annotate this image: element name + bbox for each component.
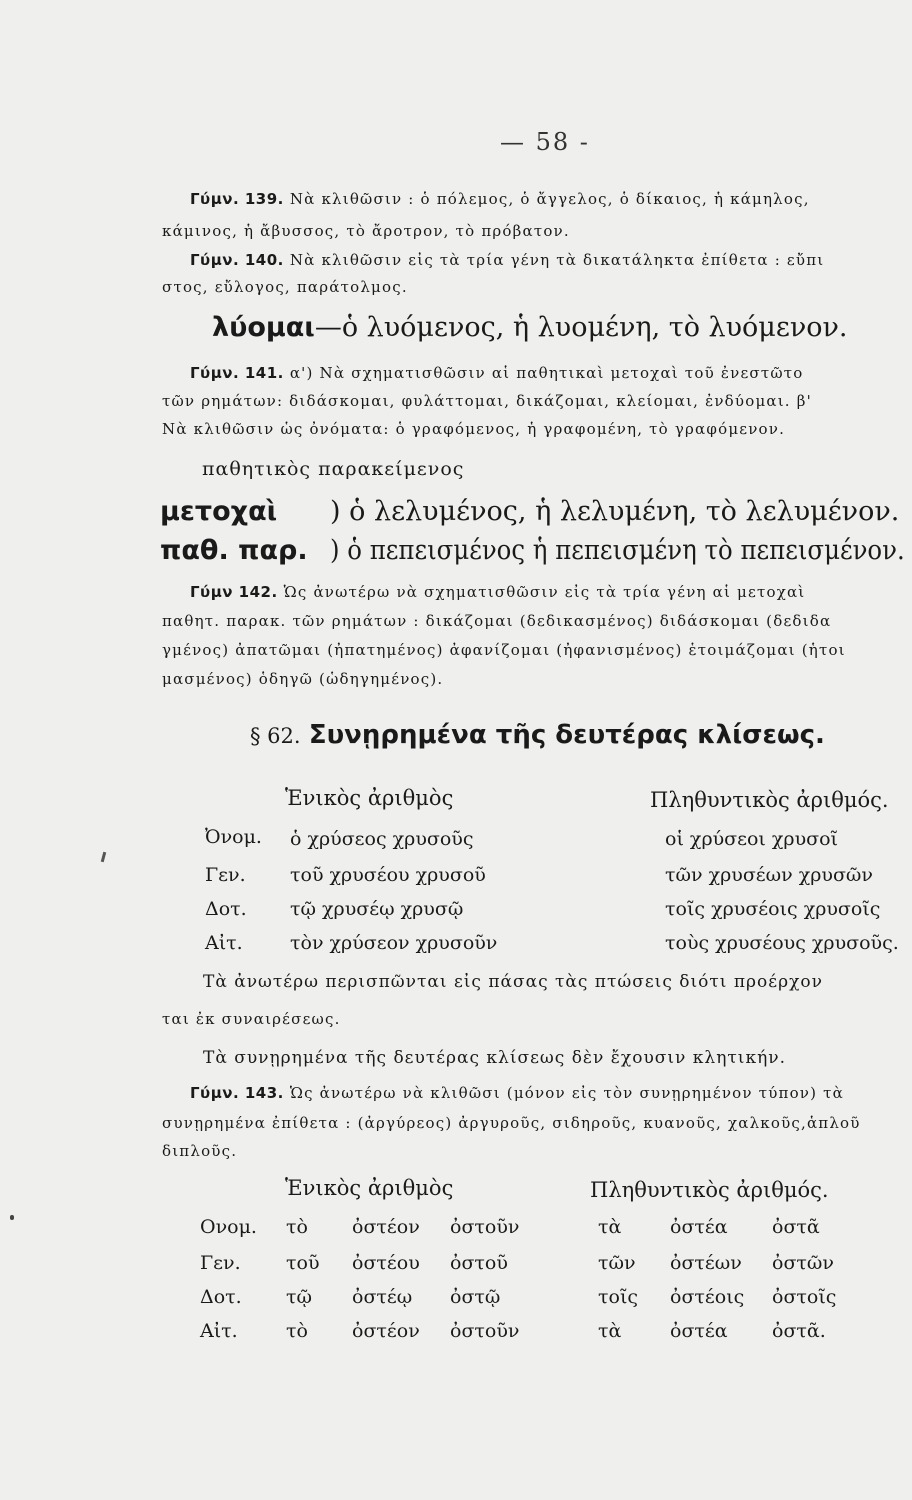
table2-plural-contracted-form: ὀστῶν [772,1252,834,1274]
note-1-line-2: ται ἐκ συναιρέσεως. [162,1010,341,1028]
exercise-139-line-2: κάμινος, ἡ ἄβυσσος, τὸ ἄροτρον, τὸ πρόβατον. [162,222,570,240]
table1-case: Γεν. [205,864,246,886]
exercise-143-line-3: διπλοῦς. [162,1142,238,1160]
table1-plural-form: τοῖς χρυσέοις χρυσοῖς [665,898,881,920]
exercise-142-head: Γύμν 142. [190,583,278,601]
table1-singular-form: τῷ χρυσέῳ χρυσῷ [290,898,464,920]
table2-plural-head: Πληθυντικὸς ἀριθμός. [590,1178,829,1202]
table2-singular-head: Ἑνικὸς ἀριθμὸς [285,1176,454,1200]
metochai-forms-2: ) ὁ πεπεισμένος ἡ πεπεισμένη τὸ πεπεισμένον. [330,535,905,566]
table2-full-form: ὀστέον [352,1320,420,1342]
table2-plural-full-form: ὀστέων [670,1252,742,1274]
ink-mark [101,852,106,862]
table1-singular-form: ὁ χρύσεος χρυσοῦς [290,828,474,850]
table2-plural-contracted-form: ὀστοῖς [772,1286,837,1308]
metochai-label: μετοχαὶ [160,496,278,527]
table2-plural-article: τοῖς [598,1286,639,1308]
table2-case: Αἰτ. [200,1320,238,1342]
table2-plural-full-form: ὀστέοις [670,1286,745,1308]
table1-plural-form: τῶν χρυσέων χρυσῶν [665,864,873,886]
exercise-139-line-1 [190,190,810,208]
exercise-141-line-3: Νὰ κλιθῶσιν ὡς ὀνόματα: ὁ γραφόμενος, ἡ γραφομένη, τὸ γραφόμενον. [162,420,786,438]
path-par-label: παθ. παρ. [160,535,308,566]
luomai-bold: λύομαι [212,312,315,343]
table2-case: Δοτ. [200,1286,242,1308]
table2-plural-full-form: ὀστέα [670,1320,728,1342]
ink-spot [10,1215,14,1220]
table2-contracted-form: ὀστοῦ [450,1252,508,1274]
exercise-140-head: Γύμν. 140. [190,251,284,269]
table2-plural-article: τὰ [598,1320,622,1342]
exercise-143-head: Γύμν. 143. [190,1084,284,1102]
table1-case: Αἰτ. [205,932,243,954]
exercise-140-text-1: Νὰ κλιθῶσιν εἰς τὰ τρία γένη τὰ δικατάληκτα ἐπίθετα : εὔπι [289,251,825,269]
table2-article: τὸ [286,1216,308,1238]
exercise-142-text-1: Ὡς ἀνωτέρω νὰ σχηματισθῶσιν εἰς τὰ τρία γένη αἱ μετοχαὶ [283,583,806,601]
table2-article: τῷ [286,1286,313,1308]
exercise-141-line-1 [190,364,804,382]
exercise-142-line-1 [190,583,805,601]
table1-singular-head: Ἑνικὸς ἀριθμὸς [285,786,454,810]
exercise-139-text-1: Νὰ κλιθῶσιν : ὁ πόλεμος, ὁ ἄγγελος, ὁ δίκαιος, ἡ κάμηλος, [289,190,810,208]
table2-full-form: ὀστέῳ [352,1286,413,1308]
section-title: Συνῃρημένα τῆς δευτέρας κλίσεως. [308,720,825,750]
table2-plural-contracted-form: ὀστᾶ. [772,1320,826,1342]
exercise-142-line-4: μασμένος) ὁδηγῶ (ὡδηγημένος). [162,670,444,688]
exercise-140-line-1 [190,251,824,269]
exercise-139-head: Γύμν. 139. [190,190,284,208]
section-62-heading [250,720,825,750]
table1-singular-form: τὸν χρύσεον χρυσοῦν [290,932,498,954]
exercise-143-line-2: συνῃρημένα ἐπίθετα : (ἀργύρεος) ἀργυροῦς, σιδηροῦς, κυανοῦς, χαλκοῦς,ἁπλοῦ [162,1114,861,1132]
table2-contracted-form: ὀστῷ [450,1286,501,1308]
exercise-140-line-2: στος, εὔλογος, παράτολμος. [162,278,408,296]
table1-case: Δοτ. [205,898,247,920]
table1-plural-head: Πληθυντικὸς ἀριθμός. [650,788,889,812]
table2-contracted-form: ὀστοῦν [450,1320,520,1342]
table2-article: τοῦ [286,1252,320,1274]
exercise-141-text-1: α') Νὰ σχηματισθῶσιν αἱ παθητικαὶ μετοχαὶ τοῦ ἐνεστῶτο [289,364,804,382]
note-2: Τὰ συνῃρημένα τῆς δευτέρας κλίσεως δὲν ἔχουσιν κλητικήν. [203,1048,786,1068]
exercise-143-text-1: Ὡς ἀνωτέρω νὰ κλιθῶσι (μόνον εἰς τὸν συνῃρημένον τύπον) τὰ [289,1084,844,1102]
page-number: — 58 - [500,128,590,156]
exercise-143-line-1 [190,1084,844,1102]
table2-plural-contracted-form: ὀστᾶ [772,1216,820,1238]
table2-plural-full-form: ὀστέα [670,1216,728,1238]
table2-case: Ονομ. [200,1216,257,1238]
metochai-forms-1: ) ὁ λελυμένος, ἡ λελυμένη, τὸ λελυμένον. [330,496,900,527]
luomai-rest: —ὁ λυόμενος, ἡ λυομένη, τὸ λυόμενον. [314,312,848,343]
section-number: § 62. [250,724,301,748]
table2-full-form: ὀστέον [352,1216,420,1238]
table1-case: Ὀνομ. [205,826,262,848]
table2-contracted-form: ὀστοῦν [450,1216,520,1238]
table1-singular-form: τοῦ χρυσέου χρυσοῦ [290,864,486,886]
table2-plural-article: τὰ [598,1216,622,1238]
exercise-141-line-2: τῶν ρημάτων: διδάσκομαι, φυλάττομαι, δικάζομαι, κλείομαι, ἐνδύομαι. β' [162,392,812,410]
table1-plural-form: οἱ χρύσεοι χρυσοῖ [665,828,838,850]
exercise-142-line-3: γμένος) ἀπατῶμαι (ἠπατημένος) ἀφανίζομαι (ἠφανισμένος) ἑτοιμάζομαι (ἡτοι [162,641,846,659]
perfect-label: παθητικὸς παρακείμενος [202,458,465,480]
table2-article: τὸ [286,1320,308,1342]
table2-plural-article: τῶν [598,1252,636,1274]
table1-plural-form: τοὺς χρυσέους χρυσοῦς. [665,932,899,954]
luomai-heading [212,312,848,343]
exercise-142-line-2: παθητ. παρακ. τῶν ρημάτων : δικάζομαι (δεδικασμένος) διδάσκομαι (δεδιδα [162,612,832,630]
note-1-line-1: Τὰ ἀνωτέρω περισπῶνται εἰς πάσας τὰς πτώσεις διότι προέρχον [203,972,823,992]
table2-full-form: ὀστέου [352,1252,420,1274]
table2-case: Γεν. [200,1252,241,1274]
exercise-141-head: Γύμν. 141. [190,364,284,382]
